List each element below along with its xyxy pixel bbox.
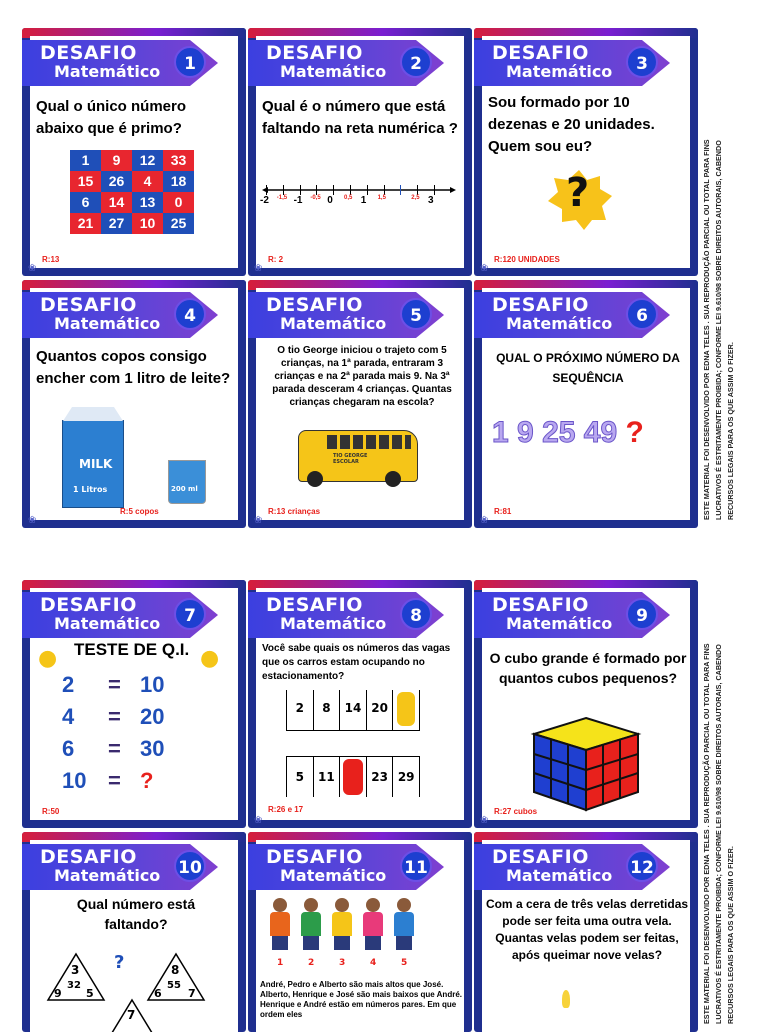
thinking-child-icon: ? [114, 952, 125, 973]
lightbulb-icon: ● [200, 646, 220, 671]
tick-mark [384, 185, 385, 195]
header-title: DESAFIO [266, 594, 363, 616]
grid-cell: 6 [70, 192, 101, 213]
question-text: Qual número está faltando? [76, 896, 196, 932]
parking-spot: 2 [287, 690, 314, 730]
school-bus-icon [298, 430, 418, 482]
header-title: DESAFIO [266, 42, 363, 64]
tick-mark [367, 185, 368, 195]
position-number: 3 [339, 958, 346, 968]
question-text: O cubo grande é formado por quantos cubos pequenos? [489, 650, 687, 686]
parking-row-bottom [286, 756, 420, 797]
grid-cell: 4 [132, 171, 163, 192]
question-text: Com a cera de três velas derretidas pode ser feita uma outra vela. Quantas velas podem ser feitas, após queimar nove velas? [485, 897, 689, 962]
grid-cell: 9 [101, 150, 132, 171]
milk-volume: 1 Litros [73, 485, 108, 494]
header-title: DESAFIO [492, 42, 589, 64]
header-subtitle: Matemático [506, 614, 613, 633]
milk-carton-icon [62, 420, 124, 508]
card-number: 5 [400, 298, 432, 330]
qi-right-number: 20 [140, 704, 165, 729]
position-number: 5 [401, 958, 408, 968]
header-subtitle: Matemático [506, 62, 613, 81]
question-text: TESTE DE Q.I. [74, 640, 190, 659]
card-5 [248, 280, 472, 528]
tick-mark [417, 185, 418, 195]
equals-sign: = [108, 672, 121, 697]
qi-right-number: ? [140, 768, 154, 793]
card-number: 6 [626, 298, 658, 330]
equals-sign: = [108, 736, 121, 761]
question-text: QUAL O PRÓXIMO NÚMERO DA SEQUÊNCIA [496, 351, 680, 385]
red-car-icon [340, 757, 367, 797]
child-figure-icon [394, 898, 414, 952]
tick-label: -0,5 [310, 195, 321, 201]
card-1 [22, 28, 246, 276]
copyright-notice-bottom [700, 584, 740, 1024]
header-title: DESAFIO [266, 294, 363, 316]
triangle-number: 3 [71, 963, 80, 977]
card-number: 2 [400, 46, 432, 78]
grid-cell: 0 [163, 192, 194, 213]
card-11 [248, 832, 472, 1032]
child-figure-icon [301, 898, 321, 952]
lightbulb-icon: ● [38, 646, 58, 671]
parking-spot: 29 [397, 770, 415, 784]
answer-text: R:50 [42, 807, 60, 816]
question-mark: ? [566, 170, 590, 216]
tick-label: 1 [360, 195, 367, 206]
question-text: O tio George iniciou o trajeto com 5 crianças, na 1ª parada, entraram 3 crianças e na 2ª parada mais 9. Na 3ª parada desceram 4 crianças. Quantas crianças chegaram na escola? [272, 345, 452, 408]
tick-mark [266, 185, 267, 195]
card-number: 11 [400, 850, 432, 882]
triangle-number: 6 [154, 987, 162, 1000]
answer-text: R:5 copos [120, 507, 159, 516]
card-10 [22, 832, 246, 1032]
answer-text: R:26 e 17 [268, 805, 304, 814]
child-figure-icon [332, 898, 352, 952]
tick-label: -1,5 [276, 195, 288, 201]
position-number: 2 [308, 958, 315, 968]
header-subtitle: Matemático [54, 866, 161, 885]
milk-label: MILK [79, 457, 113, 471]
copyright-notice-top [700, 40, 740, 520]
card-7 [22, 580, 246, 828]
card-number: 3 [626, 46, 658, 78]
question-text: André, Pedro e Alberto são mais altos que José. Alberto, Henrique e José são mais baixos que André. Henrique e André estão em números pares. Em que ordem eles [260, 980, 462, 1019]
card-number: 10 [174, 850, 206, 882]
card-number: 4 [174, 298, 206, 330]
position-number: 4 [370, 958, 377, 968]
tick-label: 2,5 [411, 195, 420, 201]
grid-cell: 25 [163, 213, 194, 234]
grid-cell: 13 [132, 192, 163, 213]
logo-icon: ❀ [254, 815, 263, 826]
header-title: DESAFIO [266, 846, 363, 868]
copyright-line: LUCRATIVOS É ESTRITAMENTE PROIBIDA; CONFORME LEI 9.610/98 SOBRE DIREITOS AUTORAIS, CABENDO [714, 140, 723, 520]
logo-icon: ❀ [480, 515, 489, 526]
grid-cell: 1 [70, 150, 101, 171]
grid-cell: 27 [101, 213, 132, 234]
card-4 [22, 280, 246, 528]
bus-label: TIO GEORGE ESCOLAR [333, 453, 368, 465]
parking-spot: 23 [367, 757, 394, 797]
header-title: DESAFIO [492, 594, 589, 616]
header-subtitle: Matemático [54, 62, 161, 81]
logo-icon: ❀ [254, 263, 263, 274]
grid-cell: 15 [70, 171, 101, 192]
header-title: DESAFIO [40, 594, 137, 616]
parking-spot: 11 [314, 757, 341, 797]
card-number: 8 [400, 598, 432, 630]
grid-cell: 10 [132, 213, 163, 234]
header-subtitle: Matemático [280, 614, 387, 633]
sequence-row [492, 416, 644, 450]
header-subtitle: Matemático [506, 314, 613, 333]
header-subtitle: Matemático [54, 614, 161, 633]
tick-label: 3 [428, 195, 434, 206]
card-number: 12 [626, 850, 658, 882]
card-3 [474, 28, 698, 276]
copyright-line: ESTE MATERIAL FOI DESENVOLVIDO POR EDNA TELES . SUA REPRODUÇÃO PARCIAL OU TOTAL PARA FINS [702, 139, 711, 520]
answer-text: R:13 [42, 255, 60, 264]
copyright-line: RECURSOS LEGAIS PARA OS QUE ASSIM O FIZER. [726, 342, 735, 520]
tick-mark [434, 185, 435, 195]
parking-spot: 5 [287, 757, 314, 797]
qi-left-number: 2 [62, 672, 75, 697]
grid-cell: 18 [163, 171, 194, 192]
sequence-number: 9 [517, 416, 534, 449]
parking-spot: 20 [367, 690, 394, 730]
logo-icon: ❀ [480, 815, 489, 826]
yellow-car-icon [393, 690, 419, 730]
header-subtitle: Matemático [506, 866, 613, 885]
sequence-number: 25 [542, 416, 576, 449]
question-text: Quantos copos consigo encher com 1 litro de leite? [36, 348, 231, 387]
header-subtitle: Matemático [280, 314, 387, 333]
triangle-number: 32 [67, 980, 81, 991]
grid-cell: 26 [101, 171, 132, 192]
answer-text: R:13 crianças [268, 507, 321, 516]
tick-label: 0 [327, 195, 333, 206]
triangle-number: 55 [167, 980, 181, 991]
tick-mark [350, 185, 351, 195]
triangle-number: 5 [86, 987, 94, 1000]
equals-sign: = [108, 768, 121, 793]
header-title: DESAFIO [40, 294, 137, 316]
tick-label: 0,5 [344, 195, 353, 201]
card-2 [248, 28, 472, 276]
qi-right-number: 10 [140, 672, 165, 697]
header-subtitle: Matemático [280, 866, 387, 885]
header-title: DESAFIO [40, 42, 137, 64]
glass-volume: 200 ml [171, 485, 198, 493]
parking-spot: 8 [314, 690, 341, 730]
tick-mark [283, 185, 284, 195]
qi-left-number: 6 [62, 736, 75, 761]
tick-label: -1 [293, 195, 303, 206]
tick-mark [333, 185, 334, 195]
header-subtitle: Matemático [280, 62, 387, 81]
card-8 [248, 580, 472, 828]
triangle-number: 7 [127, 1008, 136, 1022]
grid-cell: 14 [101, 192, 132, 213]
card-number: 7 [174, 598, 206, 630]
candle-flame-icon [562, 990, 570, 1008]
card-6 [474, 280, 698, 528]
answer-text: R:120 UNIDADES [494, 255, 560, 264]
sequence-number: 1 [492, 416, 509, 449]
card-number: 1 [174, 46, 206, 78]
triangle-number: 9 [54, 987, 62, 1000]
tick-mark [400, 185, 401, 195]
card-number: 9 [626, 598, 658, 630]
logo-icon: ❀ [254, 515, 263, 526]
child-figure-icon [363, 898, 383, 952]
card-9 [474, 580, 698, 828]
copyright-line: RECURSOS LEGAIS PARA OS QUE ASSIM O FIZER. [726, 846, 735, 1024]
answer-text: R:81 [494, 507, 512, 516]
answer-text: R:27 cubos [494, 807, 538, 816]
header-title: DESAFIO [40, 846, 137, 868]
position-number: 1 [277, 958, 284, 968]
question-text: Qual o único número abaixo que é primo? [36, 98, 187, 137]
header-title: DESAFIO [492, 294, 589, 316]
answer-text: R: 2 [268, 255, 284, 264]
card-12 [474, 832, 698, 1032]
grid-cell: 21 [70, 213, 101, 234]
number-grid [70, 150, 194, 234]
header-title: DESAFIO [492, 846, 589, 868]
glass-icon [168, 460, 206, 504]
qi-left-number: 4 [62, 704, 75, 729]
tick-label: 1,5 [377, 195, 386, 201]
logo-icon: ❀ [480, 263, 489, 274]
grid-cell: 33 [163, 150, 194, 171]
triangle-number: 7 [188, 987, 196, 1000]
rubiks-cube-icon [530, 714, 642, 814]
child-figure-icon [270, 898, 290, 952]
parking-spot: 14 [340, 690, 367, 730]
question-text: Sou formado por 10 dezenas e 20 unidades. Quem sou eu? [488, 94, 655, 155]
equals-sign: = [108, 704, 121, 729]
qi-left-number: 10 [62, 768, 87, 793]
question-text: Você sabe quais os números das vagas que os carros estam ocupando no estacionamento? [262, 643, 451, 682]
logo-icon: ❀ [28, 515, 37, 526]
question-mark: ? [625, 416, 644, 449]
copyright-line: LUCRATIVOS É ESTRITAMENTE PROIBIDA; CONFORME LEI 9.610/98 SOBRE DIREITOS AUTORAIS, CABENDO [714, 644, 723, 1024]
tick-mark [316, 185, 317, 195]
tick-label: -2 [260, 195, 269, 206]
logo-icon: ❀ [28, 263, 37, 274]
triangle-number: 8 [171, 963, 180, 977]
qi-right-number: 30 [140, 736, 165, 761]
sequence-number: 49 [583, 416, 618, 449]
copyright-line: ESTE MATERIAL FOI DESENVOLVIDO POR EDNA TELES . SUA REPRODUÇÃO PARCIAL OU TOTAL PARA FINS [702, 643, 711, 1024]
tick-mark [300, 185, 301, 195]
question-text: Qual é o número que está faltando na reta numérica ? [262, 98, 458, 137]
grid-cell: 12 [132, 150, 163, 171]
header-subtitle: Matemático [54, 314, 161, 333]
parking-row-top [286, 690, 420, 731]
